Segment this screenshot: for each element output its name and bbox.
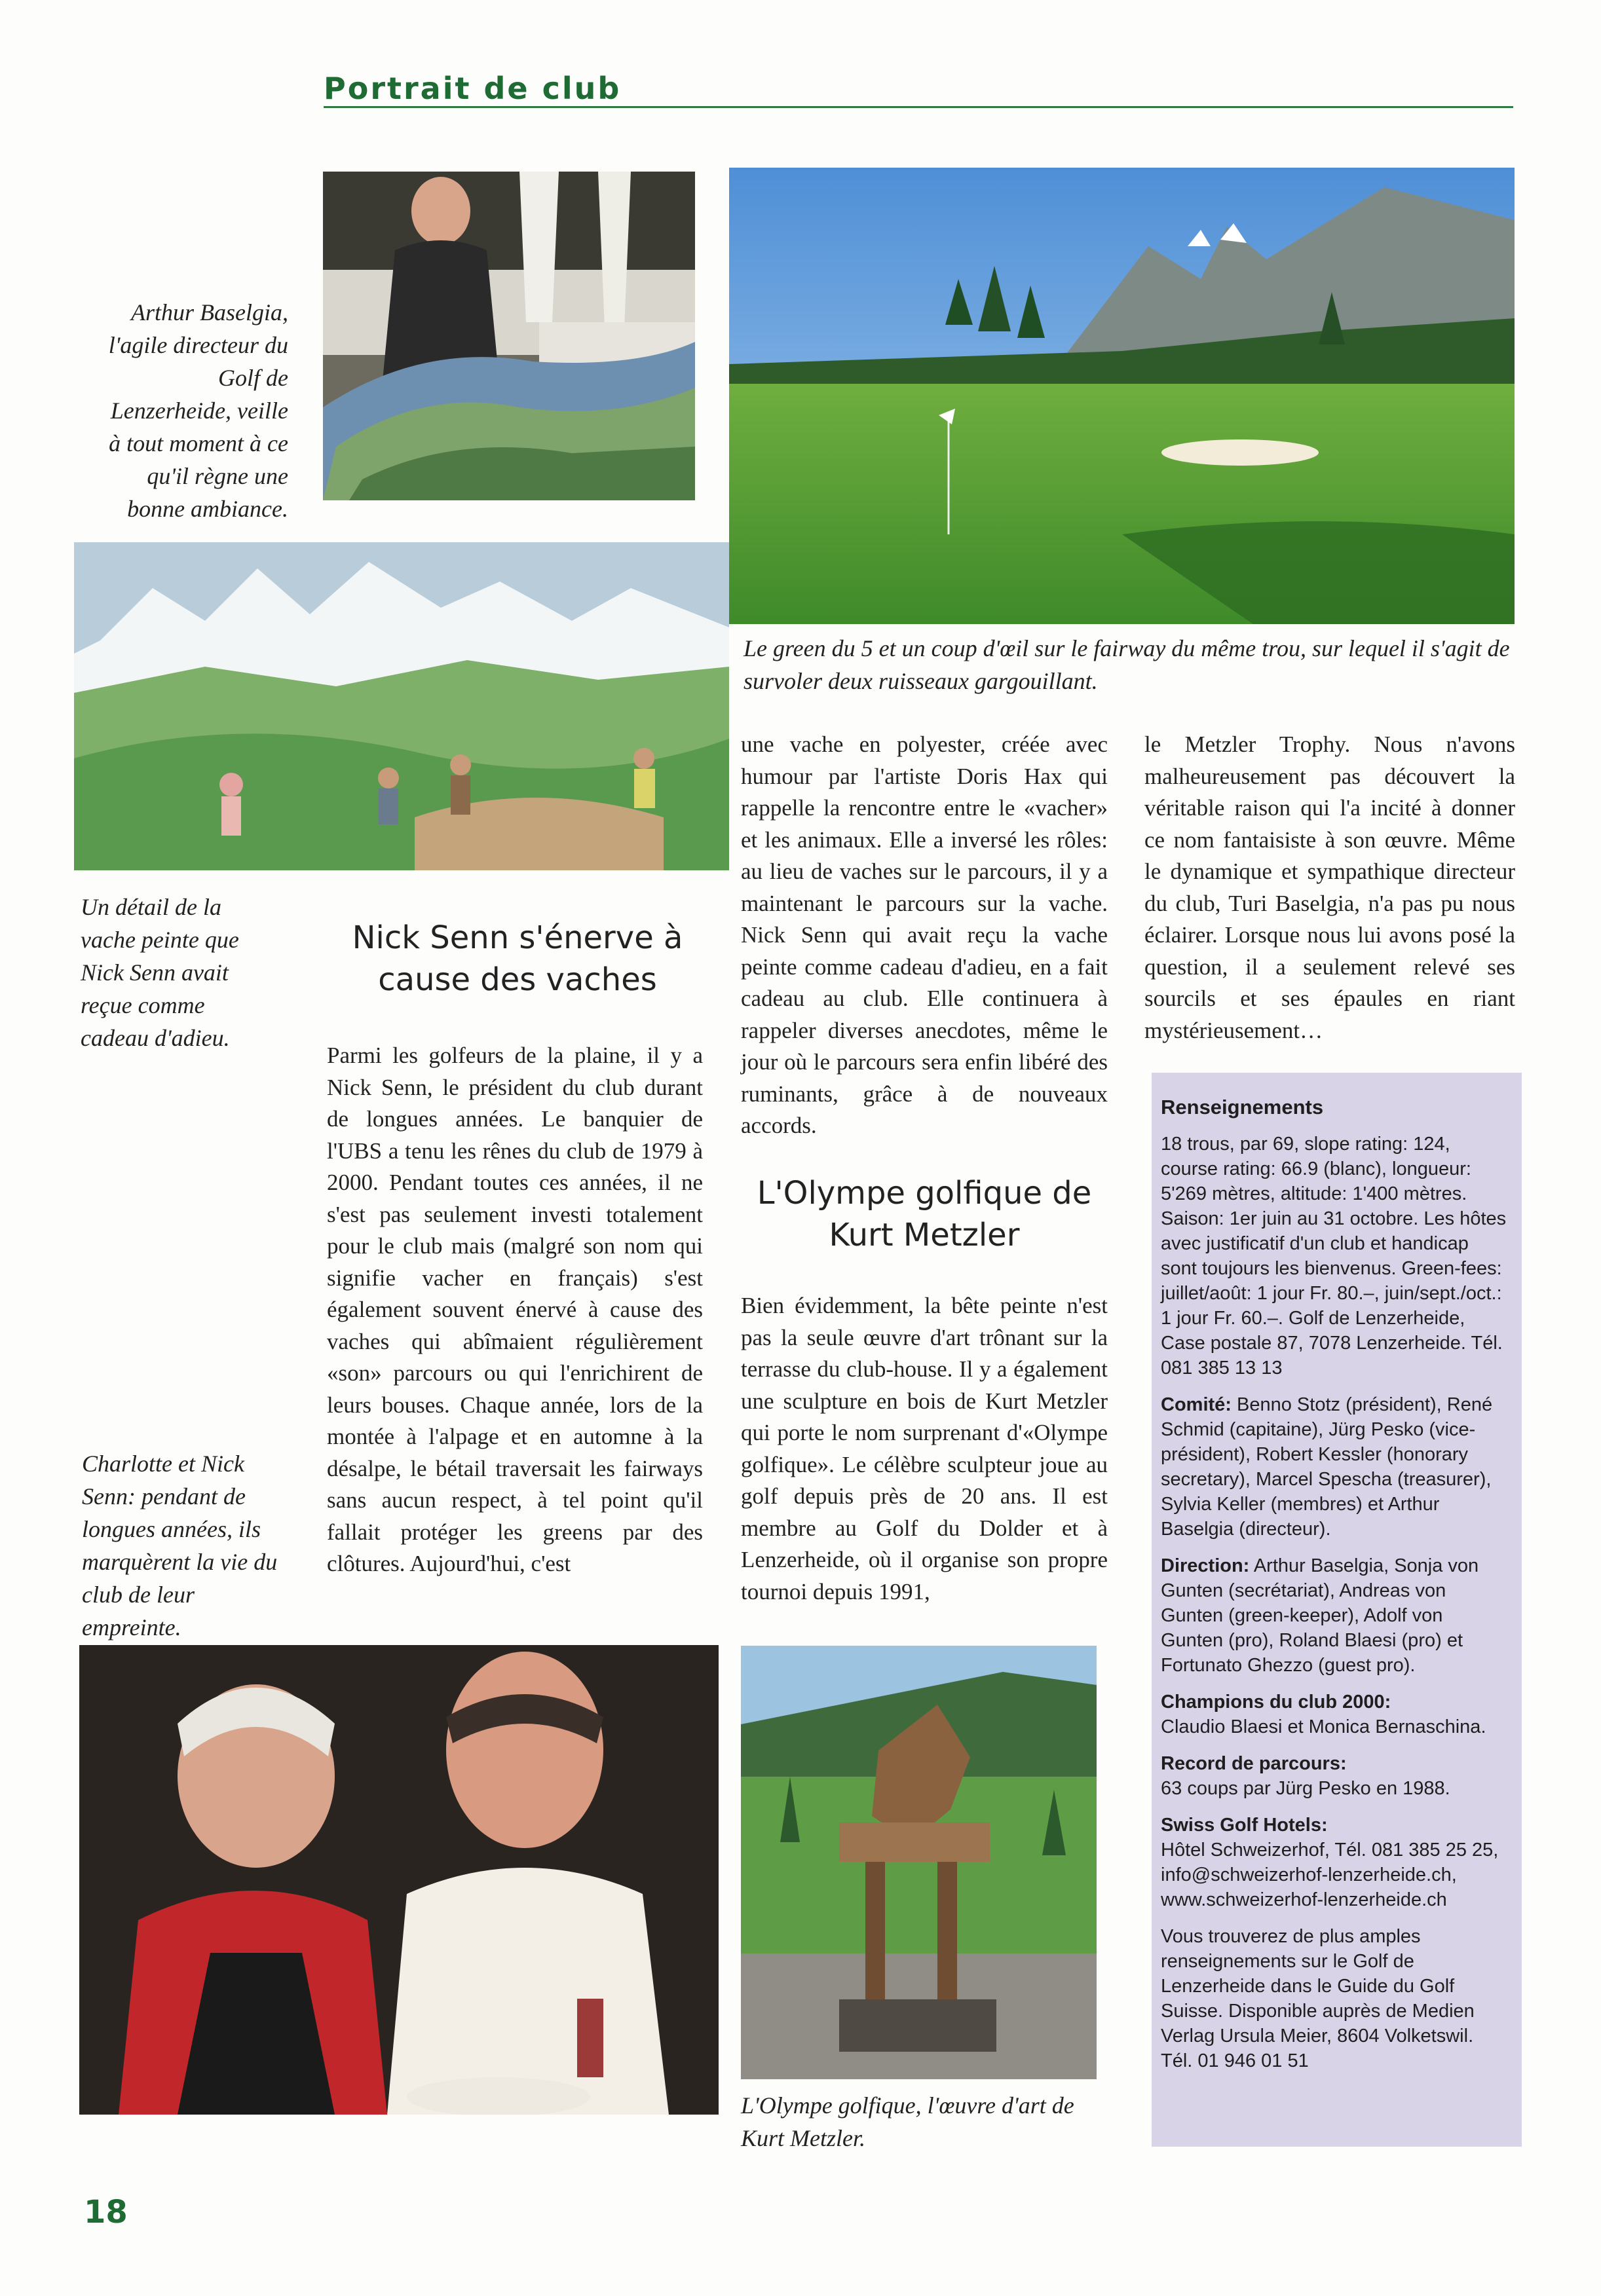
caption-green-du-5: Le green du 5 et un coup d'œil sur le fairway du même trou, sur lequel il s'agit de survoler deux ruisseaux gargouillant. bbox=[744, 635, 1510, 694]
caption-olympe-golfique: L'Olympe golfique, l'œuvre d'art de Kurt Metzler. bbox=[741, 2092, 1074, 2151]
info-record-label: Record de parcours: bbox=[1161, 1753, 1347, 1774]
info-champions bbox=[1161, 1690, 1509, 1739]
info-record bbox=[1161, 1751, 1509, 1801]
article1-col2-text: une vache en polyester, créée avec humour par l'artiste Doris Hax qui rappelle la rencontre entre le «vacher» et les animaux. Elle a inversé les rôles: au lieu de vaches sur le parcours, il y a maintenant le parcours sur la vache. Nick Senn qui avait reçu la vache peinte comme cadeau d'adieu, en a fait cadeau au club. Elle continuera à rappeler diverses anecdotes, même le jour où le parcours sera enfin libéré des ruminants, grâce à de nouveaux accords. bbox=[741, 731, 1108, 1138]
photo-olympe-golfique bbox=[741, 1646, 1097, 2079]
info-direction-text: Arthur Baselgia, Sonja von Gunten (secrétariat), Andreas von Gunten (green-keeper), Adolf von Gunten (pro), Roland Blaesi (pro) et Fortunato Ghezzo (guest pro). bbox=[1161, 1555, 1479, 1676]
info-hotels bbox=[1161, 1813, 1509, 1912]
page-number: 18 bbox=[84, 2194, 128, 2231]
info-comite bbox=[1161, 1392, 1509, 1542]
info-champions-label: Champions du club 2000: bbox=[1161, 1692, 1391, 1713]
info-hotels-label: Swiss Golf Hotels: bbox=[1161, 1815, 1328, 1836]
header-rule bbox=[324, 106, 1513, 108]
info-course: 18 trous, par 69, slope rating: 124, course rating: 66.9 (blanc), longueur: 5'269 mètres, altitude: 1'400 mètres. Saison: 1er juin au 31 octobre. Les hôtes avec justificatif d'un club et handicap sont toujours les bienvenus. Green-fees: juillet/août: 1 jour Fr. 80.–, juin/sept./oct.: 1 jour Fr. 60.–. Golf de Lenzerheide, Case postale 87, 7078 Lenzerheide. Tél. 081 385 13 13 bbox=[1161, 1134, 1507, 1379]
section-title: Portrait de club bbox=[324, 71, 622, 106]
photo-green-du-5 bbox=[729, 168, 1515, 624]
info-comite-label: Comité: bbox=[1161, 1394, 1232, 1415]
info-direction bbox=[1161, 1553, 1509, 1678]
headline-olympe: L'Olympe golfique de Kurt Metzler bbox=[757, 1175, 1092, 1253]
article2-col3-text: le Metzler Trophy. Nous n'avons malheureusement pas découvert la véritable raison qui l'a incité à donner ce nom fantaisiste à son œuvre. Même le dynamique et sympathique directeur du club, Turi Baselgia, n'a pas pu nous éclairer. Lorsque nous lui avons posé la question, il a seulement relevé ses sourcils et ses épaules en riant mystérieusement… bbox=[1144, 731, 1515, 1043]
info-champions-text: Claudio Blaesi et Monica Bernaschina. bbox=[1161, 1716, 1486, 1737]
article1-col2 bbox=[741, 729, 1108, 1142]
info-guide: Vous trouverez de plus amples renseignements sur le Golf de Lenzerheide dans le Guide du Golf Suisse. Disponible auprès de Medien Verlag Ursula Meier, 8604 Volketswil. Tél. 01 946 01 51 bbox=[1161, 1926, 1475, 2071]
article2-col2 bbox=[741, 1290, 1108, 1608]
info-hotels-text: Hôtel Schweizerhof, Tél. 081 385 25 25, info@schweizerhof-lenzerheide.ch, www.schweizerhof-lenzerheide.ch bbox=[1161, 1840, 1499, 1910]
caption-charlotte-nick: Charlotte et Nick Senn: pendant de longues années, ils marquèrent la vie du club de leur empreinte. bbox=[82, 1451, 278, 1640]
article2-col2-text: Bien évidemment, la bête peinte n'est pas la seule œuvre d'art trônant sur la terrasse du club-house. Il y a également une sculpture en bois de Kurt Metzler qui porte le nom surprenant d'«Olympe golfique». Le célèbre sculpteur joue au golf depuis près de 20 ans. Il est membre au Golf du Dolder et à Lenzerheide, où il organise son propre tournoi depuis 1991, bbox=[741, 1293, 1108, 1604]
caption-vache-peinte: Un détail de la vache peinte que Nick Senn avait reçue comme cadeau d'adieu. bbox=[81, 894, 239, 1051]
article1-col1 bbox=[327, 1040, 703, 1580]
info-comite-text: Benno Stotz (président), René Schmid (capitaine), Jürg Pesko (vice-président), Robert Kessler (honorary secretary), Marcel Spescha (treasurer), Sylvia Keller (membres) et Arthur Baselgia (directeur). bbox=[1161, 1394, 1493, 1540]
info-record-text: 63 coups par Jürg Pesko en 1988. bbox=[1161, 1778, 1450, 1799]
photo-charlotte-nick-senn bbox=[79, 1645, 719, 2115]
info-box bbox=[1152, 1073, 1522, 2147]
caption-arthur-baselgia: Arthur Baselgia, l'agile directeur du Golf de Lenzerheide, veille à tout moment à ce qu'il règne une bonne ambiance. bbox=[108, 299, 288, 522]
article2-col3 bbox=[1144, 729, 1515, 1046]
photo-vache-peinte bbox=[74, 542, 729, 870]
article1-col1-text: Parmi les golfeurs de la plaine, il y a Nick Senn, le président du club durant de longues années. Le banquier de l'UBS a tenu les rênes du club de 1979 à 2000. Pendant toutes ces années, il ne s'est pas seulement investi totalement pour le club mais (malgré son nom qui signifie vacher en français) s'est également souvent énervé à cause des vaches qui abîmaient régulièrement «son» parcours ou qui l'enrichirent de leurs bouses. Chaque année, lors de la montée à l'alpage et en automne à la désalpe, le bétail traversait les fairways sans aucun respect, à tel point qu'il fallait protéger les greens par des clôtures. Aujourd'hui, c'est bbox=[327, 1043, 703, 1576]
info-direction-label: Direction: bbox=[1161, 1555, 1250, 1576]
photo-arthur-baselgia bbox=[323, 172, 695, 500]
headline-nick-senn: Nick Senn s'énerve à cause des vaches bbox=[352, 919, 683, 998]
info-title: Renseignements bbox=[1161, 1096, 1324, 1119]
